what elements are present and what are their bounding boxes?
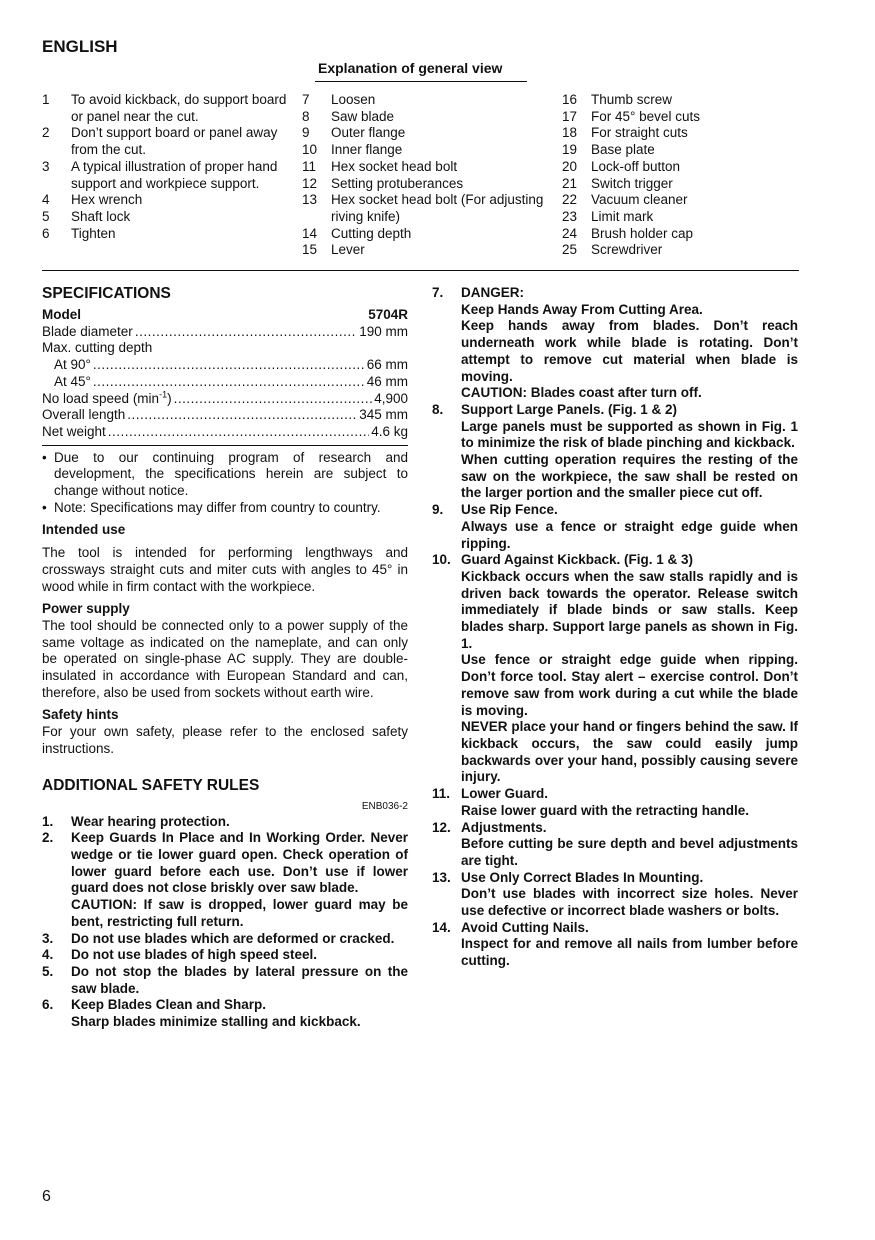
safety-rule-11: 11. Lower Guard. Raise lower guard with the retracting handle. bbox=[432, 786, 750, 818]
general-view-item bbox=[562, 242, 812, 259]
general-view-item-text: For 45° bevel cuts bbox=[591, 108, 700, 124]
safety-rule-1: 1. Wear hearing protection. bbox=[42, 813, 230, 829]
general-view-item-number: 11 bbox=[302, 158, 317, 174]
leader-dots bbox=[127, 407, 357, 424]
general-view-item bbox=[42, 92, 292, 125]
safety-rule-12: 12. Adjustments. Before cutting be sure depth and bevel adjustments are tight. bbox=[432, 819, 798, 868]
general-view-column-3 bbox=[562, 92, 812, 259]
intended-use-text: The tool is intended for performing lengthways and crossways straight cuts and miter cuts with angles to 45° in wood while in firm contact with the workpiece. bbox=[42, 545, 408, 594]
general-view-item-text: Hex socket head bolt (For adjusting riving knife) bbox=[331, 192, 544, 224]
spec-row-blade-diameter: Blade diameter ..... 190 mm bbox=[42, 324, 408, 341]
general-view-item bbox=[562, 176, 812, 193]
leader-dots bbox=[135, 324, 357, 341]
general-view-item-number: 3 bbox=[42, 158, 50, 174]
general-view-item-text: Tighten bbox=[71, 225, 116, 241]
general-view-item-number: 16 bbox=[562, 92, 578, 107]
general-view-item-number: 10 bbox=[302, 142, 318, 158]
spec-note-1: • Due to our continuing program of research and development, the specifications herein are subject to change without notice. bbox=[42, 449, 408, 499]
spec-row-at90: At 90° ..... 66 mm bbox=[42, 357, 408, 374]
safety-rule-14: 14. Avoid Cutting Nails. Inspect for and remove all nails from lumber before cutting. bbox=[432, 919, 798, 969]
bullet-icon: • bbox=[42, 499, 47, 515]
general-view-item-text: Don’t support board or panel away from the cut. bbox=[71, 125, 278, 158]
safety-rule-4: 4. Do not use blades of high speed steel. bbox=[42, 947, 318, 963]
spec-max-cutting-depth-label: Max. cutting depth bbox=[42, 340, 153, 356]
general-view-item-text: Hex socket head bolt bbox=[331, 158, 458, 174]
safety-rule-9: 9. Use Rip Fence. Always use a fence or straight edge guide when ripping. bbox=[432, 502, 798, 551]
general-view-item-text: Switch trigger bbox=[591, 175, 673, 191]
general-view-column-2 bbox=[302, 92, 552, 259]
general-view-column-1 bbox=[42, 92, 292, 242]
safety-rule-5: 5. Do not stop the blades by lateral pressure on the saw blade. bbox=[42, 963, 408, 996]
general-view-item-number: 5 bbox=[42, 208, 50, 224]
general-view-underline bbox=[315, 81, 527, 82]
general-view-item-text: Shaft lock bbox=[71, 208, 131, 224]
general-view-item-text: Setting protuberances bbox=[331, 175, 464, 191]
general-view-item bbox=[562, 226, 812, 243]
general-view-item-number: 18 bbox=[562, 125, 578, 141]
general-view-item-number: 23 bbox=[562, 208, 578, 224]
general-view-item-text: Screwdriver bbox=[591, 242, 663, 258]
general-view-item-number: 8 bbox=[302, 108, 310, 124]
general-view-item bbox=[562, 209, 812, 226]
safety-rule-8: 8. Support Large Panels. (Fig. 1 & 2) Large panels must be supported as shown in Fig. 1 to minimize the risk of blade pinching and kickback. When cutting operation requires the resting of the saw on the workpiece, the saw shall be rested on the larger portion and the smaller piece cut off. bbox=[432, 401, 798, 501]
safety-hints-title: Safety hints bbox=[42, 707, 119, 723]
general-view-item-number: 20 bbox=[562, 158, 578, 174]
intended-use-title: Intended use bbox=[42, 522, 126, 538]
bullet-icon: • bbox=[42, 449, 47, 465]
left-column bbox=[42, 284, 408, 1031]
general-view-item-number: 9 bbox=[302, 125, 310, 141]
general-view-item bbox=[42, 226, 292, 243]
general-view-item-number: 13 bbox=[302, 192, 318, 208]
general-view-item-text: Saw blade bbox=[331, 108, 395, 124]
general-view-item-number: 12 bbox=[302, 175, 318, 191]
general-view-item bbox=[42, 159, 292, 192]
general-view-item bbox=[562, 142, 812, 159]
general-view-item-number: 19 bbox=[562, 142, 578, 158]
leader-dots bbox=[108, 424, 369, 441]
page-number: 6 bbox=[42, 1188, 51, 1205]
general-view-item-text: Lock-off button bbox=[591, 158, 681, 174]
general-view-item-number: 21 bbox=[562, 175, 578, 191]
spec-model-row bbox=[42, 307, 408, 324]
general-view-item-number: 7 bbox=[302, 92, 310, 107]
leader-dots bbox=[174, 391, 373, 408]
leader-dots bbox=[93, 357, 365, 374]
general-view-item bbox=[302, 176, 552, 193]
general-view-title: Explanation of general view bbox=[318, 60, 503, 76]
spec-row-at45: At 45° ..... 46 mm bbox=[42, 374, 408, 391]
general-view-item-number: 1 bbox=[42, 92, 50, 107]
safety-rule-2: 2. Keep Guards In Place and In Working Order. Never wedge or tie lower guard open. Check operation of lower guard before each use. Don’t use if lower guard does not close briskly over saw blade. CAUTION: If saw is dropped, lower guard may be bent, restricting full return. bbox=[42, 830, 408, 929]
general-view-item-text: Thumb screw bbox=[591, 92, 673, 107]
general-view-item bbox=[302, 125, 552, 142]
general-view-item bbox=[302, 109, 552, 126]
general-view-item-text: Lever bbox=[331, 242, 365, 258]
general-view-item bbox=[302, 159, 552, 176]
general-view-item bbox=[42, 209, 292, 226]
general-view-item bbox=[562, 192, 812, 209]
specifications-title: SPECIFICATIONS bbox=[42, 285, 171, 302]
power-supply-text: The tool should be connected only to a power supply of the same voltage as indicated on the nameplate, and can only be operated on single-phase AC supply. They are double-insulated in accordance with European Standard and can, therefore, also be used from sockets without earth wire. bbox=[42, 617, 408, 700]
general-view-item bbox=[302, 192, 552, 225]
general-view-item-text: Base plate bbox=[591, 142, 655, 158]
language-heading: ENGLISH bbox=[42, 37, 118, 56]
safety-rule-10: 10. Guard Against Kickback. (Fig. 1 & 3) Kickback occurs when the saw stalls rapidly and is driven back towards the operator. Release switch immediately if blade binds or saw stalls. Keep blades sharp. Support large panels as shown in Fig. 1. Use fence or straight edge guide when ripping. Don’t force tool. Stay alert – exercise control. Don’t remove saw from work during a cut while the blade is moving. NEVER place your hand or fingers behind the saw. If kickback occurs, the saw could easily jump backwards over your hand, possibly causing severe injury. bbox=[432, 552, 798, 785]
general-view-item-number: 24 bbox=[562, 225, 578, 241]
general-view-item-text: Loosen bbox=[331, 92, 376, 107]
spec-row-no-load-speed: No load speed $(\min^{-1})$ ..... 4,900 bbox=[42, 391, 408, 408]
safety-rule-3: 3. Do not use blades which are deformed or cracked. bbox=[42, 930, 395, 946]
general-view-item bbox=[562, 125, 812, 142]
section-divider bbox=[42, 270, 799, 271]
general-view-item-text: A typical illustration of proper hand support and workpiece support. bbox=[71, 158, 278, 191]
general-view-item bbox=[42, 192, 292, 209]
general-view-item-text: Outer flange bbox=[331, 125, 406, 141]
general-view-item-number: 4 bbox=[42, 192, 50, 208]
general-view-item bbox=[42, 125, 292, 158]
general-view-item-number: 6 bbox=[42, 225, 50, 241]
general-view-item-number: 2 bbox=[42, 125, 50, 141]
safety-rule-7: 7. DANGER: Keep Hands Away From Cutting Area. Keep hands away from blades. Don’t reach underneath work while blade is rotating. Don’t attempt to remove cut material when blade is moving. CAUTION: Blades coast after turn off. bbox=[432, 285, 798, 401]
spec-row-overall-length: Overall length ..... 345 mm bbox=[42, 407, 408, 424]
safety-rule-6: 6. Keep Blades Clean and Sharp. Sharp blades minimize stalling and kickback. bbox=[42, 997, 361, 1030]
general-view-item bbox=[562, 92, 812, 109]
general-view-item bbox=[302, 142, 552, 159]
general-view-item bbox=[302, 226, 552, 243]
general-view-item-number: 17 bbox=[562, 108, 578, 124]
right-column bbox=[432, 285, 798, 970]
general-view-item-number: 14 bbox=[302, 225, 318, 241]
general-view-item-number: 15 bbox=[302, 242, 318, 258]
spec-note-2: • Note: Specifications may differ from country to country. bbox=[42, 499, 381, 515]
general-view-item-text: To avoid kickback, do support board or panel near the cut. bbox=[71, 92, 287, 124]
general-view-item bbox=[302, 242, 552, 259]
general-view-item-text: Vacuum cleaner bbox=[591, 192, 688, 208]
spec-row-net-weight: Net weight ..... 4.6 kg bbox=[42, 424, 408, 441]
general-view-item-text: Hex wrench bbox=[71, 192, 143, 208]
document-code: ENB036-2 bbox=[361, 800, 408, 812]
general-view-item bbox=[302, 92, 552, 109]
general-view-item-text: Limit mark bbox=[591, 208, 654, 224]
general-view-item bbox=[562, 109, 812, 126]
general-view-item bbox=[562, 159, 812, 176]
power-supply-title: Power supply bbox=[42, 601, 130, 617]
general-view-item-text: Brush holder cap bbox=[591, 225, 694, 241]
spec-model-value: 5704R bbox=[368, 307, 408, 322]
general-view-item-number: 25 bbox=[562, 242, 578, 258]
general-view-item-number: 22 bbox=[562, 192, 578, 208]
safety-rule-13: 13. Use Only Correct Blades In Mounting. Don’t use blades with incorrect size holes. Never use defective or incorrect blade washers or bolts. bbox=[432, 869, 798, 919]
general-view-item-text: For straight cuts bbox=[591, 125, 688, 141]
general-view-item-text: Inner flange bbox=[331, 142, 403, 158]
leader-dots bbox=[93, 374, 365, 391]
spec-model-label: Model bbox=[42, 307, 81, 322]
spec-divider bbox=[42, 445, 408, 446]
general-view-item-text: Cutting depth bbox=[331, 225, 412, 241]
safety-hints-text: For your own safety, please refer to the enclosed safety instructions. bbox=[42, 724, 408, 756]
additional-safety-title: ADDITIONAL SAFETY RULES bbox=[42, 776, 260, 794]
